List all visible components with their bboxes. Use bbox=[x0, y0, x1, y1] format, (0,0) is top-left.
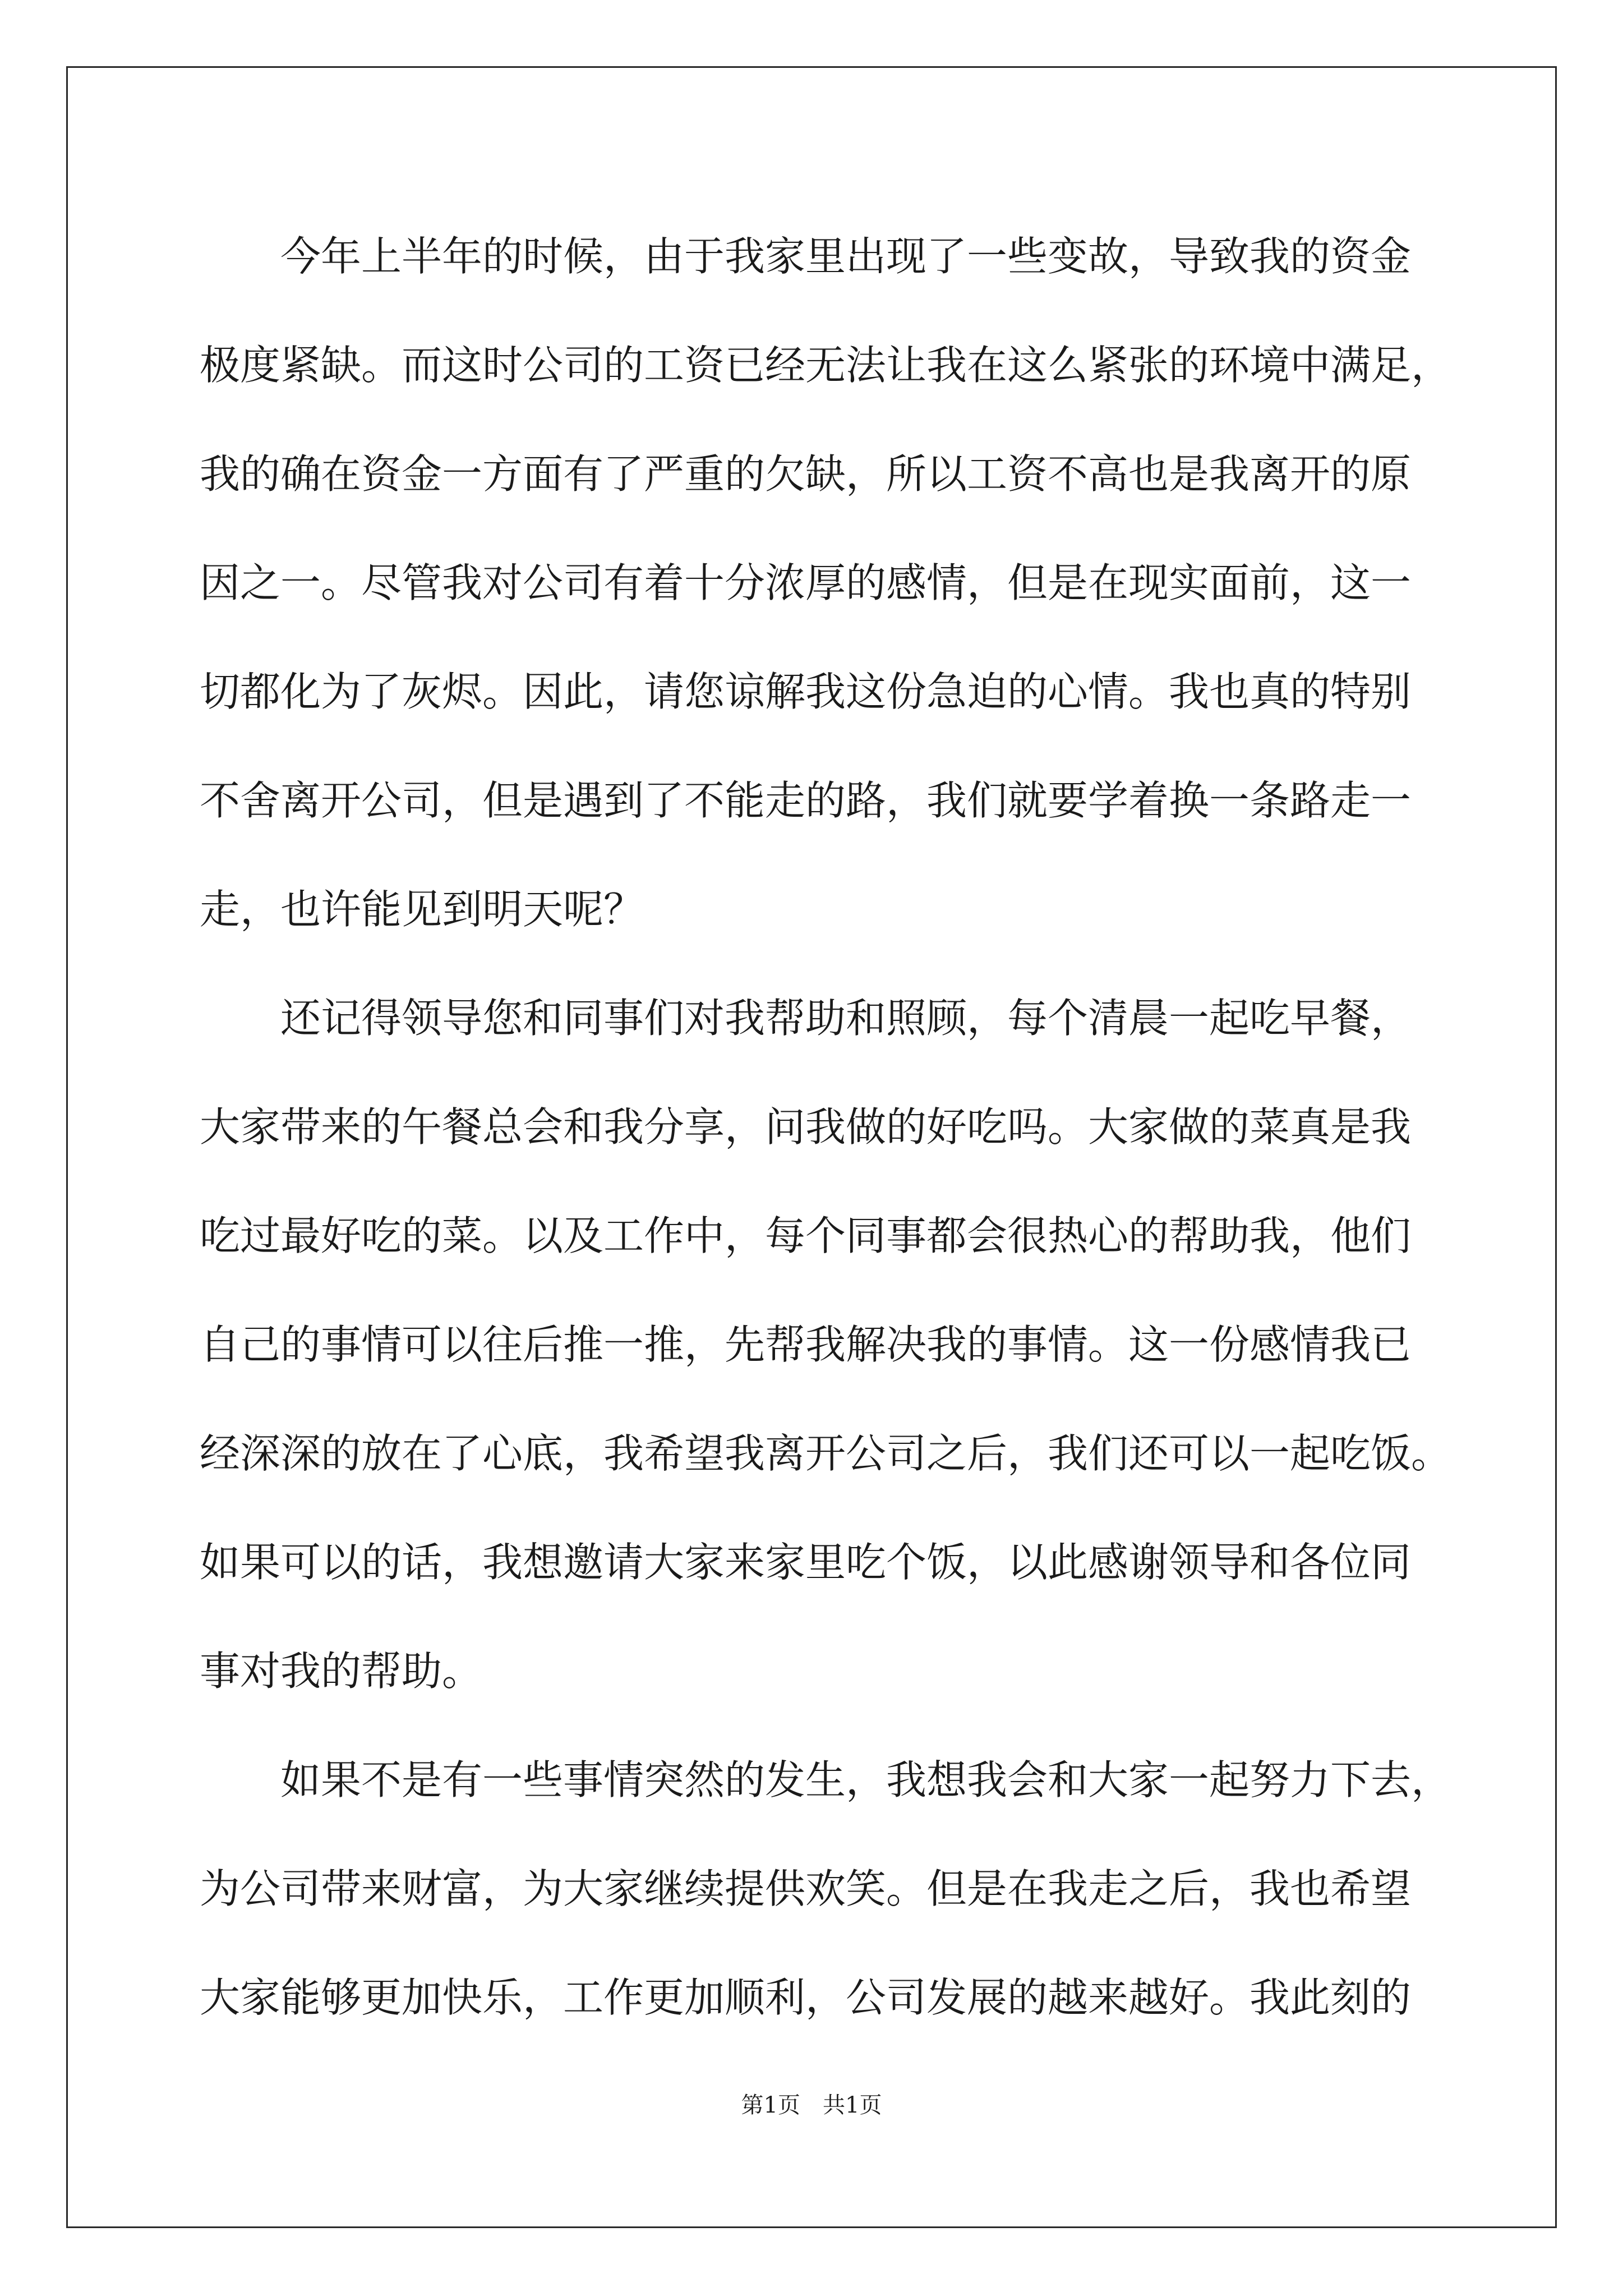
text-line: 大家带来的午餐总会和我分享，问我做的好吃吗。大家做的菜真是我 bbox=[200, 1103, 1412, 1151]
text-line: 吃过最好吃的菜。以及工作中，每个同事都会很热心的帮助我，他们 bbox=[200, 1212, 1412, 1259]
text-line: 大家能够更加快乐，工作更加顺利，公司发展的越来越好。我此刻的 bbox=[200, 1974, 1412, 2021]
page-number-footer: 第1页 共1页 bbox=[741, 2092, 882, 2118]
text-line: 事对我的帮助。 bbox=[200, 1648, 483, 1695]
text-line: 走，也许能见到明天呢？ bbox=[200, 886, 644, 933]
text-line: 我的确在资金一方面有了严重的欠缺，所以工资不高也是我离开的原 bbox=[200, 450, 1412, 498]
text-line: 不舍离开公司，但是遇到了不能走的路，我们就要学着换一条路走一 bbox=[200, 777, 1412, 824]
text-line: 今年上半年的时候，由于我家里出现了一些变故，导致我的资金 bbox=[200, 233, 1412, 280]
text-line: 如果可以的话，我想邀请大家来家里吃个饭，以此感谢领导和各位同 bbox=[200, 1539, 1412, 1586]
text-line: 为公司带来财富，为大家继续提供欢笑。但是在我走之后，我也希望 bbox=[200, 1865, 1412, 1912]
text-line: 还记得领导您和同事们对我帮助和照顾，每个清晨一起吃早餐， bbox=[200, 995, 1412, 1042]
text-line: 极度紧缺。而这时公司的工资已经无法让我在这么紧张的环境中满足， bbox=[200, 342, 1452, 389]
text-line: 因之一。尽管我对公司有着十分浓厚的感情，但是在现实面前，这一 bbox=[200, 559, 1412, 606]
text-line: 切都化为了灰烬。因此，请您谅解我这份急迫的心情。我也真的特别 bbox=[200, 668, 1412, 715]
text-line: 如果不是有一些事情突然的发生，我想我会和大家一起努力下去， bbox=[200, 1756, 1452, 1803]
text-line: 自己的事情可以往后推一推，先帮我解决我的事情。这一份感情我已 bbox=[200, 1321, 1412, 1368]
text-line: 经深深的放在了心底，我希望我离开公司之后，我们还可以一起吃饭。 bbox=[200, 1430, 1452, 1477]
